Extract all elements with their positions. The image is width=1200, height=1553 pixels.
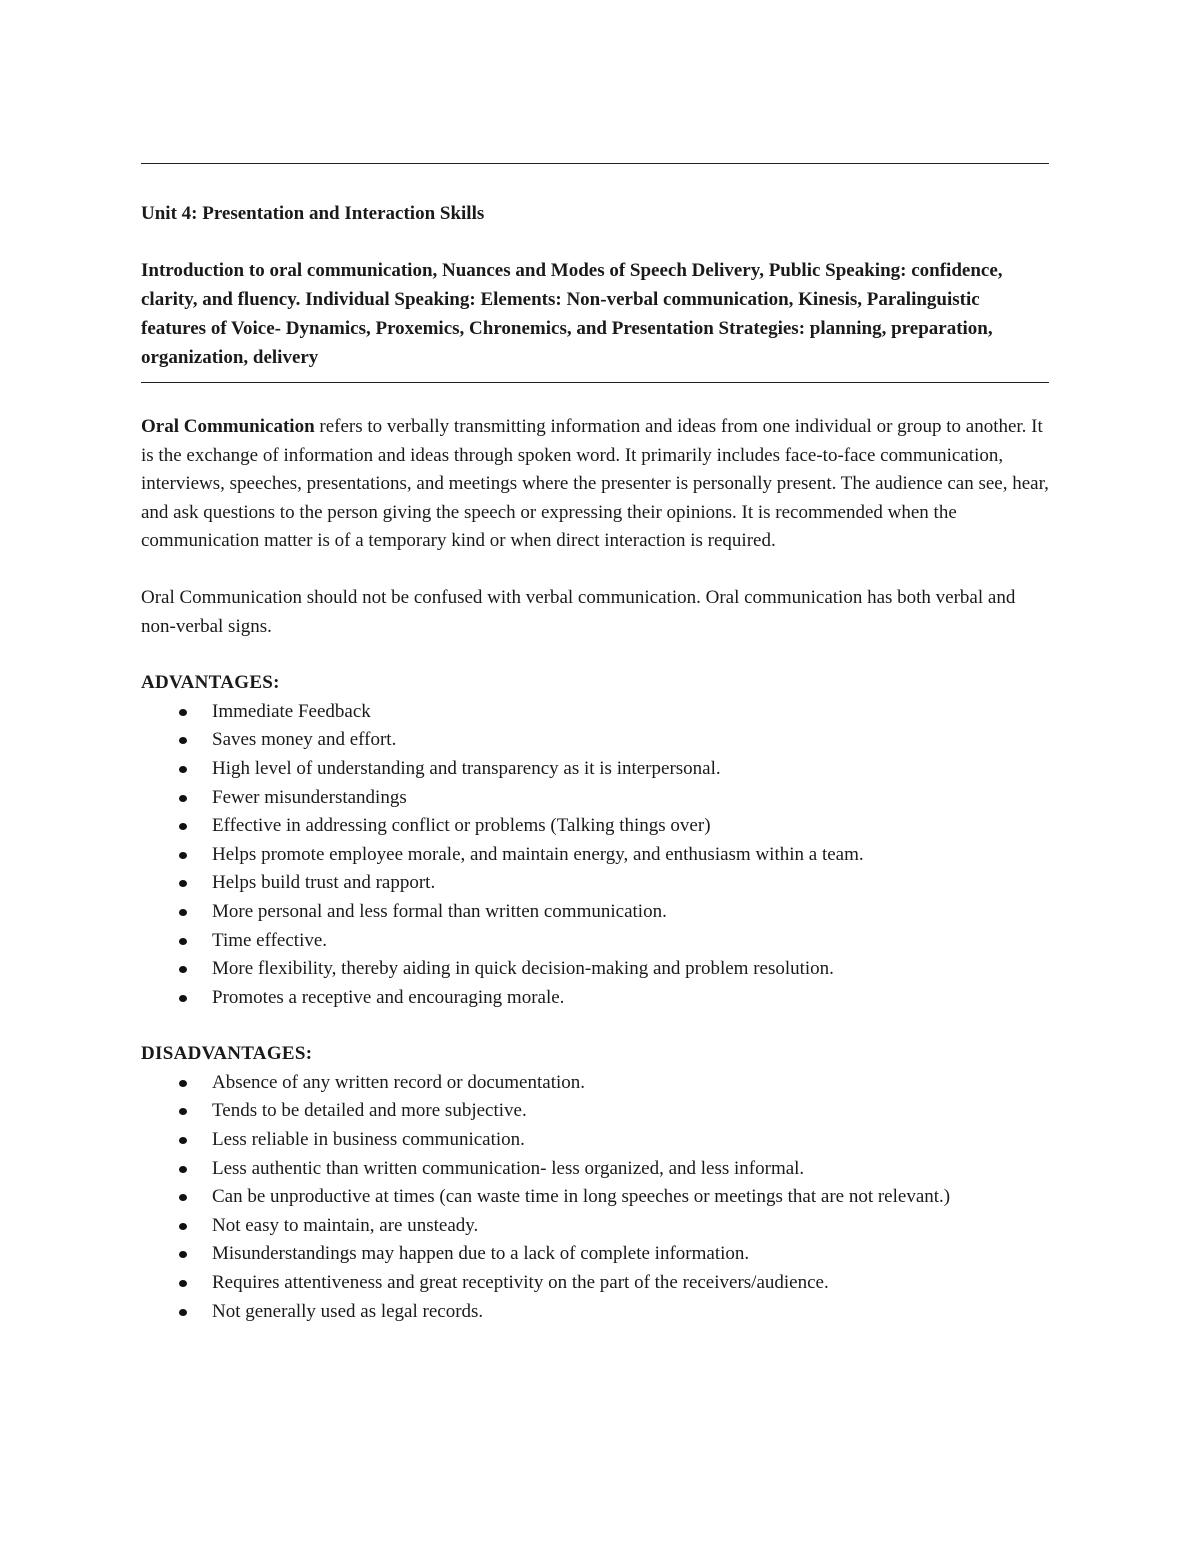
list-item: Can be unproductive at times (can waste time in long speeches or meetings that are not relevant.) <box>141 1183 1051 1212</box>
unit-topics: Introduction to oral communication, Nuances and Modes of Speech Delivery, Public Speaking: confidence, clarity, and fluency. Individual Speaking: Elements: Non-verbal communication, Kinesis, Paralinguistic features of Voice- Dynamics, Proxemics, Chronemics, and Presentation Strategies: planning, preparation, organization, delivery <box>141 260 1003 368</box>
list-item: Helps build trust and rapport. <box>141 869 1051 898</box>
bullet-icon <box>179 823 187 830</box>
list-item: Not generally used as legal records. <box>141 1298 1051 1327</box>
bullet-icon <box>179 737 187 744</box>
list-item: Fewer misunderstandings <box>141 784 1051 813</box>
bullet-icon <box>179 709 187 716</box>
bullet-icon <box>179 1223 187 1230</box>
bullet-icon <box>179 938 187 945</box>
bullet-icon <box>179 1251 187 1258</box>
intro-paragraph <box>141 413 1049 556</box>
bullet-icon <box>179 1080 187 1087</box>
bullet-icon <box>179 995 187 1002</box>
bullet-icon <box>179 1194 187 1201</box>
bullet-icon <box>179 1166 187 1173</box>
bullet-icon <box>179 966 187 973</box>
list-item: Not easy to maintain, are unsteady. <box>141 1212 1051 1241</box>
list-item: Time effective. <box>141 927 1051 956</box>
bullet-icon <box>179 1280 187 1287</box>
bullet-icon <box>179 766 187 773</box>
advantages-heading: ADVANTAGES: <box>141 672 280 694</box>
bullet-icon <box>179 909 187 916</box>
list-item: Requires attentiveness and great receptivity on the part of the receivers/audience. <box>141 1269 1051 1298</box>
bullet-icon <box>179 795 187 802</box>
top-divider <box>141 163 1049 164</box>
bullet-icon <box>179 880 187 887</box>
list-item: High level of understanding and transparency as it is interpersonal. <box>141 755 1051 784</box>
advantages-list <box>141 698 1051 1013</box>
list-item: Misunderstandings may happen due to a lack of complete information. <box>141 1240 1051 1269</box>
list-item: Saves money and effort. <box>141 726 1051 755</box>
list-item: Tends to be detailed and more subjective. <box>141 1097 1051 1126</box>
intro-term: Oral Communication <box>141 416 315 437</box>
section-divider <box>141 382 1049 383</box>
bullet-icon <box>179 1108 187 1115</box>
list-item: Less authentic than written communication- less organized, and less informal. <box>141 1155 1051 1184</box>
list-item: More personal and less formal than written communication. <box>141 898 1051 927</box>
disadvantages-list <box>141 1069 1051 1326</box>
list-item: Effective in addressing conflict or problems (Talking things over) <box>141 812 1051 841</box>
unit-title: Unit 4: Presentation and Interaction Skills <box>141 203 485 224</box>
list-item: Less reliable in business communication. <box>141 1126 1051 1155</box>
intro-text: refers to verbally transmitting information and ideas from one individual or group to another. It is the exchange of information and ideas through spoken word. It primarily includes face-to-face communication, interviews, speeches, presentations, and meetings where the presenter is personally present. The audience can see, hear, and ask questions to the person giving the speech or expressing their opinions. It is recommended when the communication matter is of a temporary kind or when direct interaction is required. <box>141 416 1049 552</box>
bullet-icon <box>179 1309 187 1316</box>
list-item: More flexibility, thereby aiding in quick decision-making and problem resolution. <box>141 955 1051 984</box>
list-item: Promotes a receptive and encouraging morale. <box>141 984 1051 1013</box>
list-item: Helps promote employee morale, and maintain energy, and enthusiasm within a team. <box>141 841 1051 870</box>
note-paragraph: Oral Communication should not be confused with verbal communication. Oral communication has both verbal and non-verbal signs. <box>141 586 1016 637</box>
bullet-icon <box>179 1137 187 1144</box>
document-page <box>141 148 1051 1326</box>
list-item: Absence of any written record or documentation. <box>141 1069 1051 1098</box>
bullet-icon <box>179 852 187 859</box>
list-item: Immediate Feedback <box>141 698 1051 727</box>
disadvantages-heading: DISADVANTAGES: <box>141 1043 313 1065</box>
